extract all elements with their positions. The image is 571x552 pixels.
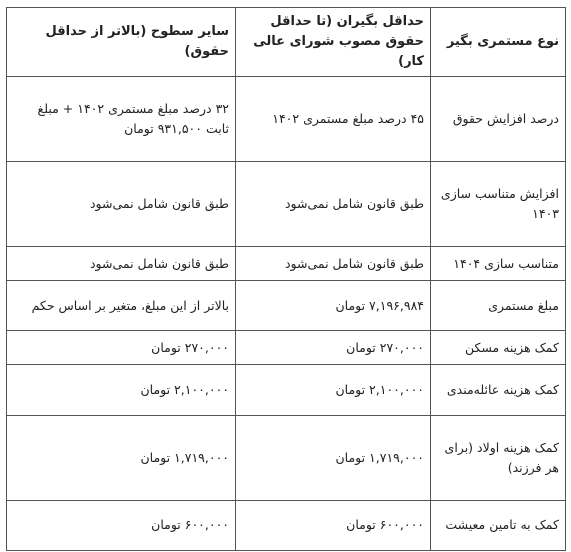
pension-table-container — [6, 7, 565, 551]
row-label: کمک به تامین معیشت — [431, 500, 566, 550]
row-label: متناسب سازی ۱۴۰۴ — [431, 247, 566, 281]
table-row — [7, 331, 566, 365]
header-other-levels: سایر سطوح (بالاتر از حداقل حقوق) — [7, 8, 236, 77]
row-label: افزایش متناسب سازی ۱۴۰۳ — [431, 162, 566, 247]
table-row — [7, 77, 566, 162]
row-label: کمک هزینه اولاد (برای هر فرزند) — [431, 415, 566, 500]
pension-table — [6, 7, 566, 551]
minimum-earners-cell: ۲,۱۰۰,۰۰۰ تومان — [236, 365, 431, 415]
other-levels-cell: ۶۰۰,۰۰۰ تومان — [7, 500, 236, 550]
minimum-earners-cell: ۴۵ درصد مبلغ مستمری ۱۴۰۲ — [236, 77, 431, 162]
table-row — [7, 500, 566, 550]
table-row — [7, 281, 566, 331]
other-levels-cell: ۲۷۰,۰۰۰ تومان — [7, 331, 236, 365]
other-levels-cell: ۱,۷۱۹,۰۰۰ تومان — [7, 415, 236, 500]
table-row — [7, 162, 566, 247]
minimum-earners-cell: ۶۰۰,۰۰۰ تومان — [236, 500, 431, 550]
table-header-row — [7, 8, 566, 77]
other-levels-cell: طبق قانون شامل نمی‌شود — [7, 162, 236, 247]
minimum-earners-cell: طبق قانون شامل نمی‌شود — [236, 162, 431, 247]
other-levels-cell: ۳۲ درصد مبلغ مستمری ۱۴۰۲ + مبلغ ثابت ۹۳۱,۵۰۰ تومان — [7, 77, 236, 162]
row-label: مبلغ مستمری — [431, 281, 566, 331]
other-levels-cell: بالاتر از این مبلغ، متغیر بر اساس حکم — [7, 281, 236, 331]
table-row — [7, 415, 566, 500]
other-levels-cell: ۲,۱۰۰,۰۰۰ تومان — [7, 365, 236, 415]
header-pensioner-type: نوع مستمری بگیر — [431, 8, 566, 77]
row-label: درصد افزایش حقوق — [431, 77, 566, 162]
minimum-earners-cell: ۷,۱۹۶,۹۸۴ تومان — [236, 281, 431, 331]
other-levels-cell: طبق قانون شامل نمی‌شود — [7, 247, 236, 281]
row-label: کمک هزینه مسکن — [431, 331, 566, 365]
table-row — [7, 365, 566, 415]
row-label: کمک هزینه عائله‌مندی — [431, 365, 566, 415]
table-row — [7, 247, 566, 281]
minimum-earners-cell: طبق قانون شامل نمی‌شود — [236, 247, 431, 281]
minimum-earners-cell: ۲۷۰,۰۰۰ تومان — [236, 331, 431, 365]
header-minimum-earners: حداقل بگیران (تا حداقل حقوق مصوب شورای عالی کار) — [236, 8, 431, 77]
minimum-earners-cell: ۱,۷۱۹,۰۰۰ تومان — [236, 415, 431, 500]
